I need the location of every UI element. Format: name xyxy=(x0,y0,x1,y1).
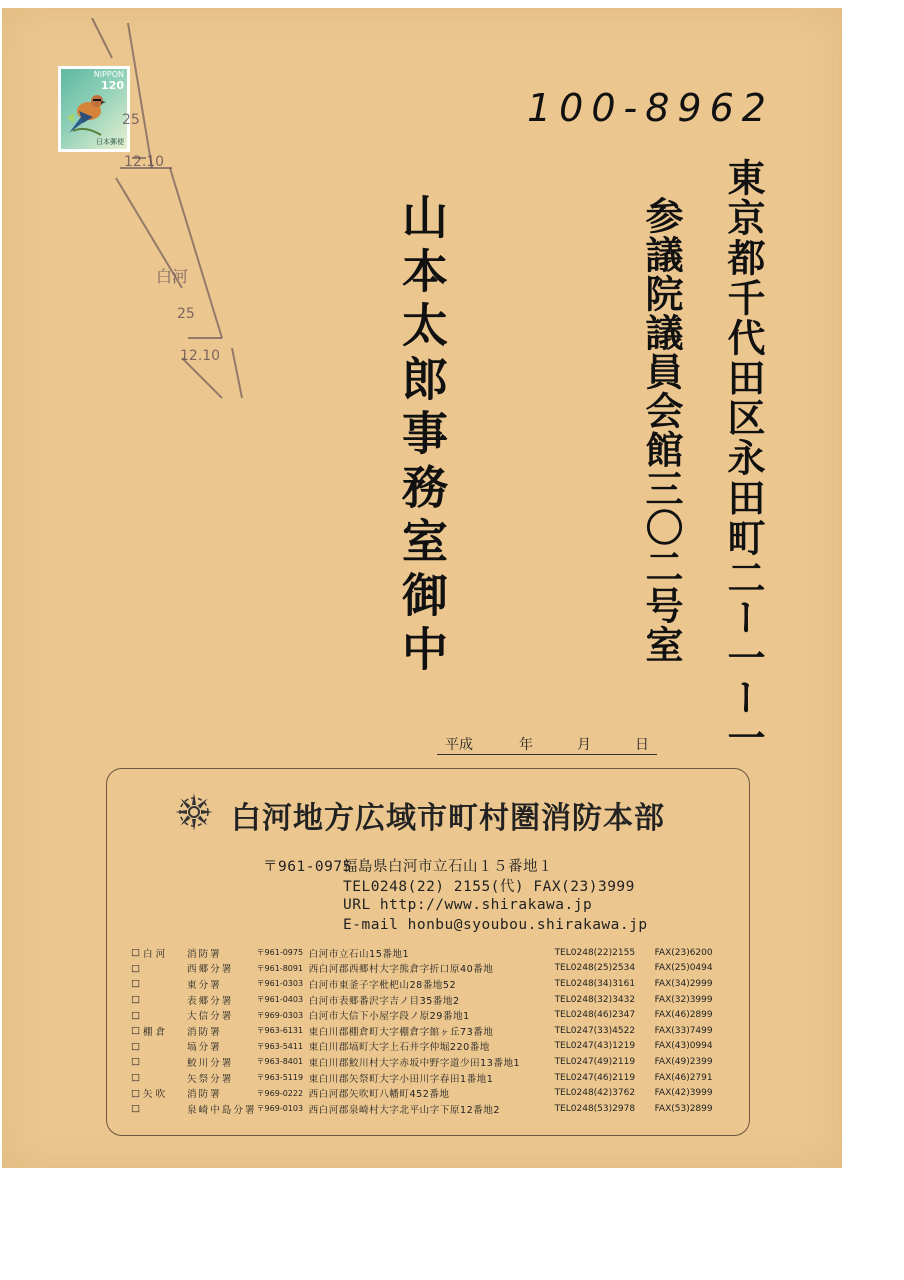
branch-zip: 〒963-6131 xyxy=(256,1026,304,1036)
postmark-date-2: 12.10 xyxy=(180,348,221,364)
branch-address: 白河市表郷番沢字吉ノ目35番地2 xyxy=(308,995,460,1007)
branch-group xyxy=(143,1070,187,1086)
date-year: 年 xyxy=(519,737,533,753)
branch-name: 塙分署 xyxy=(187,1042,222,1054)
branch-row xyxy=(131,1070,731,1086)
branch-address: 白河市大信下小屋字段ノ原29番地1 xyxy=(308,1011,470,1023)
branch-zip: 〒963-5119 xyxy=(256,1073,304,1083)
branch-tel: TEL0248(34)3161 xyxy=(554,978,636,989)
checkbox-square-icon: □ xyxy=(131,1103,141,1115)
branch-address: 東白川郡矢祭町大字小田川字春田1番地1 xyxy=(308,1073,494,1085)
branch-fax: FAX(43)0994 xyxy=(654,1041,713,1052)
date-era: 平成 xyxy=(445,737,473,753)
branch-fax: FAX(34)2999 xyxy=(654,978,713,989)
sender-organization: 白河地方広域市町村圏消防本部 xyxy=(231,801,665,836)
branch-fax: FAX(23)6200 xyxy=(654,947,713,958)
branch-tel: TEL0248(25)2534 xyxy=(554,963,636,974)
checkbox-square-icon: □ xyxy=(131,1040,141,1052)
date-line xyxy=(437,732,657,755)
checkbox-square-icon: □ xyxy=(131,1009,141,1021)
branch-name: 東分署 xyxy=(187,979,222,991)
branch-row xyxy=(131,1054,731,1070)
branch-row xyxy=(131,1007,731,1023)
branch-fax: FAX(25)0494 xyxy=(654,963,713,974)
postmark-date-1: 12.10 xyxy=(124,154,165,170)
checkbox-square-icon: □ xyxy=(131,978,141,990)
branch-address: 東白川郡塙町大字上石井字仲堀220番地 xyxy=(308,1042,490,1054)
branch-address: 東白川郡棚倉町大字棚倉字館ヶ丘73番地 xyxy=(308,1026,494,1038)
branch-group xyxy=(143,961,187,977)
sender-zip: 〒961-0975 xyxy=(263,859,352,875)
address-line-2: 参議院議員会館三〇二号室 xyxy=(639,196,683,664)
date-day: 日 xyxy=(635,737,649,753)
branch-zip: 〒969-0303 xyxy=(256,1010,304,1020)
branch-list xyxy=(131,945,731,1117)
checkbox-square-icon: □ xyxy=(131,962,141,974)
stamp-issuer: 日本郵便 xyxy=(96,138,124,146)
branch-zip: 〒969-0103 xyxy=(256,1104,304,1114)
postmark-city: 白河 xyxy=(156,267,189,286)
branch-fax: FAX(46)2791 xyxy=(654,1072,713,1083)
branch-tel: TEL0247(46)2119 xyxy=(554,1072,636,1083)
fire-department-emblem-icon xyxy=(173,791,215,833)
branch-name: 矢祭分署 xyxy=(187,1073,234,1085)
checkbox-square-icon: □ xyxy=(131,1087,141,1099)
branch-address: 西白河郡矢吹町八幡町452番地 xyxy=(308,1089,450,1101)
sender-box xyxy=(106,768,750,1136)
branch-group xyxy=(143,992,187,1008)
branch-tel: TEL0247(49)2119 xyxy=(554,1056,636,1067)
branch-name: 消防署 xyxy=(187,1026,222,1038)
branch-zip: 〒961-0403 xyxy=(256,995,304,1005)
branch-row xyxy=(131,1101,731,1117)
branch-row xyxy=(131,976,731,992)
sender-email: E-mail honbu@syoubou.shirakawa.jp xyxy=(343,917,648,933)
branch-zip: 〒961-0303 xyxy=(256,979,304,989)
branch-tel: TEL0247(33)4522 xyxy=(554,1025,636,1036)
branch-row xyxy=(131,1085,731,1101)
branch-name: 鮫川分署 xyxy=(187,1057,234,1069)
branch-tel: TEL0248(46)2347 xyxy=(554,1010,636,1021)
sender-url: URL http://www.shirakawa.jp xyxy=(343,897,593,913)
branch-tel: TEL0248(53)2978 xyxy=(554,1103,636,1114)
sender-address-line xyxy=(263,855,553,876)
branch-group: 棚倉 xyxy=(143,1026,169,1038)
branch-name: 表郷分署 xyxy=(187,995,234,1007)
branch-group xyxy=(143,976,187,992)
sender-tel: TEL0248(22) 2155(代) FAX(23)3999 xyxy=(343,879,635,895)
branch-zip: 〒961-8091 xyxy=(256,963,304,973)
branch-fax: FAX(53)2899 xyxy=(654,1103,713,1114)
branch-row xyxy=(131,1039,731,1055)
branch-fax: FAX(32)3999 xyxy=(654,994,713,1005)
postmark-day-1: 25 xyxy=(122,112,140,128)
branch-group: 矢吹 xyxy=(143,1089,169,1101)
sender-address: 福島県白河市立石山１５番地１ xyxy=(343,859,553,875)
branch-tel: TEL0248(22)2155 xyxy=(554,947,636,958)
checkbox-square-icon: □ xyxy=(131,947,141,959)
branch-zip: 〒961-0975 xyxy=(256,948,304,958)
branch-fax: FAX(42)3999 xyxy=(654,1088,713,1099)
branch-name: 消防署 xyxy=(187,1089,222,1101)
branch-name: 泉崎中島分署 xyxy=(187,1104,257,1116)
branch-address: 西白河郡西郷村大字熊倉字折口原40番地 xyxy=(308,964,494,976)
branch-fax: FAX(49)2399 xyxy=(654,1056,713,1067)
branch-address: 東白川郡鮫川村大字赤坂中野字道少田13番地1 xyxy=(308,1057,521,1069)
branch-zip: 〒963-5411 xyxy=(256,1041,304,1051)
branch-tel: TEL0248(42)3762 xyxy=(554,1088,636,1099)
branch-fax: FAX(46)2899 xyxy=(654,1010,713,1021)
date-month: 月 xyxy=(577,737,591,753)
branch-tel: TEL0248(32)3432 xyxy=(554,994,636,1005)
postmark-cancellation xyxy=(72,18,252,408)
branch-row xyxy=(131,992,731,1008)
branch-name: 大信分署 xyxy=(187,1011,234,1023)
branch-group xyxy=(143,1039,187,1055)
branch-group: 白河 xyxy=(143,948,169,960)
branch-zip: 〒963-8401 xyxy=(256,1057,304,1067)
postmark-day-2: 25 xyxy=(177,306,195,322)
postal-code: 100-8962 xyxy=(527,86,774,130)
branch-address: 白河市東釜子字枇杷山28番地52 xyxy=(308,979,457,991)
branch-group xyxy=(143,1054,187,1070)
branch-address: 西白河郡泉崎村大字北平山字下原12番地2 xyxy=(308,1104,500,1116)
branch-address: 白河市立石山15番地1 xyxy=(308,948,410,960)
branch-row xyxy=(131,961,731,977)
branch-name: 消防署 xyxy=(187,948,222,960)
checkbox-square-icon: □ xyxy=(131,994,141,1006)
branch-fax: FAX(33)7499 xyxy=(654,1025,713,1036)
branch-row xyxy=(131,1023,731,1039)
branch-group xyxy=(143,1007,187,1023)
envelope xyxy=(2,8,842,1168)
stamp-country: NIPPON xyxy=(93,70,124,79)
stamp-value: 120 xyxy=(101,78,124,92)
branch-zip: 〒969-0222 xyxy=(256,1088,304,1098)
branch-group xyxy=(143,1101,187,1117)
recipient-name: 山本太郎事務室御中 xyxy=(395,193,449,679)
checkbox-square-icon: □ xyxy=(131,1025,141,1037)
branch-row xyxy=(131,945,731,961)
branch-tel: TEL0247(43)1219 xyxy=(554,1041,636,1052)
checkbox-square-icon: □ xyxy=(131,1072,141,1084)
branch-name: 西郷分署 xyxy=(187,964,234,976)
checkbox-square-icon: □ xyxy=(131,1056,141,1068)
address-line-1: 東京都千代田区永田町二ー一ー一 xyxy=(721,158,765,758)
